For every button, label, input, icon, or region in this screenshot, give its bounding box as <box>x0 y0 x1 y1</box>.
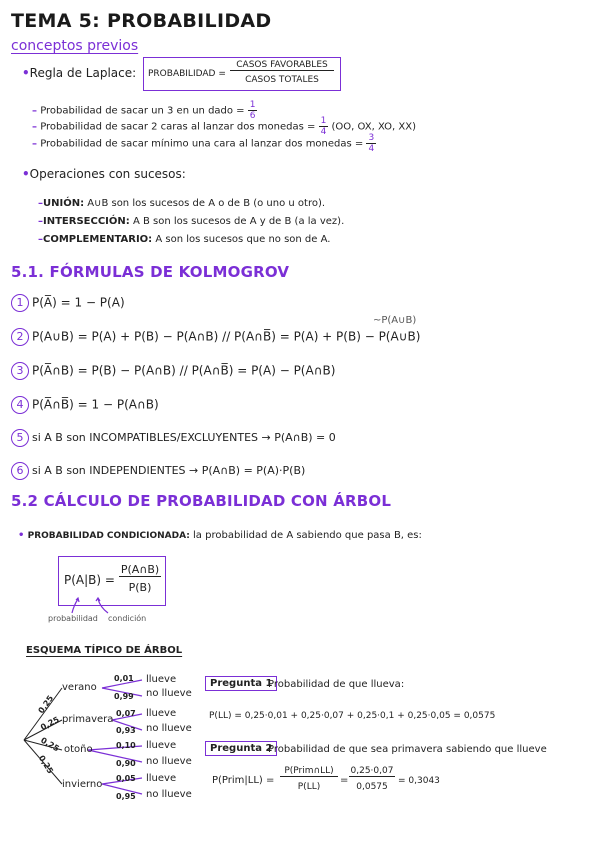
branch-p-invierno: 0,25 <box>36 753 55 776</box>
branch-p-primavera: 0,25 <box>39 714 61 733</box>
kolmogorov-note: ~P(A∪B) <box>373 315 417 326</box>
branch-otono: otoño <box>64 744 93 755</box>
formula-6: 6 si A B son INDEPENDIENTES → P(A∩B) = P(A)·P(B) <box>11 462 305 480</box>
esquema-heading: ESQUEMA TÍPICO DE ÁRBOL <box>26 645 183 656</box>
branch-p-otono: 0,25 <box>39 735 61 754</box>
leaf-llueve-4: llueve <box>146 773 177 784</box>
cond-num: P(A∩B) <box>120 563 160 576</box>
formula-4: 4 P(A̅∩B̅) = 1 − P(A∩B) <box>11 396 159 414</box>
laplace-box <box>143 57 341 91</box>
leaf-nollueve-2: no llueve <box>146 723 192 734</box>
laplace-lhs: PROBABILIDAD = <box>148 69 226 79</box>
kolmogorov-heading: 5.1. FÓRMULAS DE KOLMOGROV <box>11 263 290 281</box>
leaf-verano-yes: 0,01 <box>114 674 134 683</box>
leaf-verano-no: 0,99 <box>114 692 134 701</box>
laplace-den: CASOS TOTALES <box>245 75 319 85</box>
leaf-otono-no: 0,90 <box>116 759 136 768</box>
pregunta-1-label: Pregunta 1 <box>205 676 277 691</box>
branch-p-verano: 0,25 <box>36 693 56 716</box>
operaciones-label: •Operaciones con sucesos: <box>22 167 186 181</box>
subtitle: conceptos previos <box>11 38 139 54</box>
formula-3: 3 P(A̅∩B) = P(B) − P(A∩B) // P(A∩B̅) = P(A) − P(A∩B) <box>11 362 335 380</box>
pregunta-2-label: Pregunta 2 <box>205 741 277 756</box>
op-complementario: –COMPLEMENTARIO: A son los sucesos que no son de A. <box>38 234 331 245</box>
pregunta-2-result: = 0,3043 <box>398 776 440 786</box>
cond-den: P(B) <box>128 581 152 594</box>
laplace-label: •Regla de Laplace: <box>22 66 137 80</box>
cond-lhs: P(A|B) = <box>64 573 115 587</box>
pregunta-2-eq: = <box>340 775 349 786</box>
pregunta-2-text: Probabilidad de que sea primavera sabiendo que llueve <box>268 744 547 755</box>
branch-verano: verano <box>62 682 97 693</box>
pregunta-2-lhs: P(Prim|LL) = <box>212 775 275 786</box>
example-2: – Probabilidad de sacar 2 caras al lanzar dos monedas = $\frac{1}{4}$ (OO, OX, XO, XX) <box>32 116 416 137</box>
leaf-invierno-yes: 0,05 <box>116 774 136 783</box>
formula-1: 1 P(A̅) = 1 − P(A) <box>11 294 125 312</box>
pregunta-1-calc: P(LL) = 0,25·0,01 + 0,25·0,07 + 0,25·0,1 + 0,25·0,05 = 0,0575 <box>209 711 496 721</box>
example-1: – Probabilidad de sacar un 3 en un dado = $\frac{1}{6}$ <box>32 100 256 121</box>
branch-primavera: primavera <box>62 714 114 725</box>
label-condicion: condición <box>108 614 147 623</box>
pregunta-2-num1: P(Prim∩LL) <box>280 766 338 777</box>
leaf-nollueve-1: no llueve <box>146 688 192 699</box>
condicionada-line: • PROBABILIDAD CONDICIONADA: la probabilidad de A sabiendo que pasa B, es: <box>18 530 422 541</box>
page-title: TEMA 5: PROBABILIDAD <box>11 10 272 32</box>
pregunta-2-den1: P(LL) <box>297 782 321 792</box>
leaf-llueve-3: llueve <box>146 740 177 751</box>
leaf-invierno-no: 0,95 <box>116 792 136 801</box>
label-probabilidad: probabilidad <box>48 614 98 623</box>
leaf-otono-yes: 0,10 <box>116 741 136 750</box>
leaf-nollueve-4: no llueve <box>146 789 192 800</box>
arbol-heading: 5.2 CÁLCULO DE PROBABILIDAD CON ÁRBOL <box>11 492 392 510</box>
op-union: –UNIÓN: A∪B son los sucesos de A o de B (o uno u otro). <box>38 198 326 209</box>
pregunta-2-num2: 0,25·0,07 <box>350 766 394 776</box>
leaf-llueve-2: llueve <box>146 708 177 719</box>
pregunta-2-den2: 0,0575 <box>356 782 388 792</box>
example-3: – Probabilidad de sacar mínimo una cara al lanzar dos monedas = $\frac{3}{4}$ <box>32 133 375 154</box>
pregunta-1-text: Probabilidad de que llueva: <box>268 679 405 690</box>
branch-invierno: invierno <box>62 779 103 790</box>
leaf-primavera-yes: 0,07 <box>116 709 136 718</box>
formula-2: 2 P(A∪B) = P(A) + P(B) − P(A∩B) // P(A∩B̅) = P(A) + P(B) − P(A∪B) <box>11 328 420 346</box>
leaf-llueve-1: llueve <box>146 674 177 685</box>
laplace-num: CASOS FAVORABLES <box>230 60 334 71</box>
leaf-nollueve-3: no llueve <box>146 756 192 767</box>
op-interseccion: –INTERSECCIÓN: A B son los sucesos de A y de B (a la vez). <box>38 216 345 227</box>
leaf-primavera-no: 0,93 <box>116 726 136 735</box>
formula-5: 5 si A B son INCOMPATIBLES/EXCLUYENTES → P(A∩B) = 0 <box>11 429 336 447</box>
